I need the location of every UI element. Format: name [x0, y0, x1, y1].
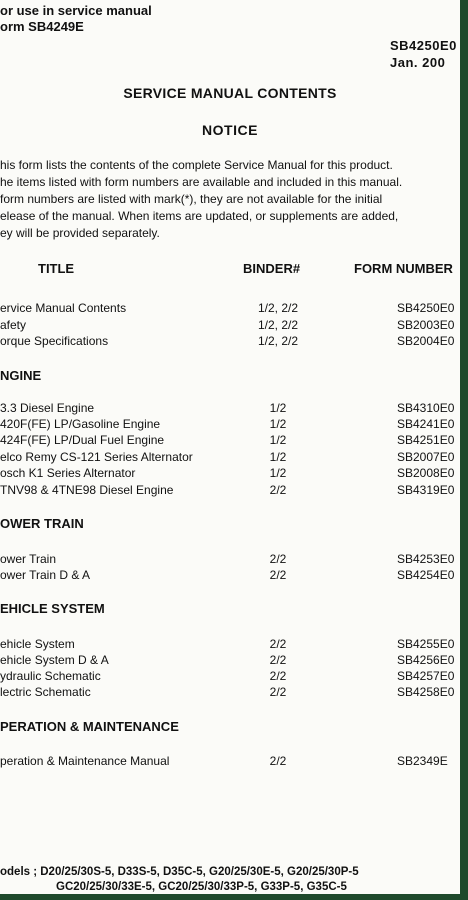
- row-binder: 1/2, 2/2: [257, 334, 299, 348]
- row-form: SB4255E0: [397, 637, 455, 651]
- row-binder: 2/2: [269, 754, 287, 768]
- row-form: SB4319E0: [397, 483, 455, 497]
- row-title: ower Train D & A: [0, 568, 91, 582]
- row-binder: 1/2: [269, 417, 287, 431]
- document-date: Jan. 200: [390, 55, 446, 70]
- background-edge-right: [460, 0, 468, 900]
- row-binder: 1/2: [269, 401, 287, 415]
- row-title: lectric Schematic: [0, 685, 91, 699]
- table-row: [0, 333, 460, 349]
- table-row: [0, 753, 460, 769]
- row-binder: 1/2: [269, 466, 287, 480]
- table-row: [0, 300, 460, 316]
- section-heading-engine: NGINE: [0, 368, 42, 383]
- row-form: SB2004E0: [397, 334, 455, 348]
- table-row: [0, 636, 460, 652]
- table-row: [0, 668, 460, 684]
- row-binder: 2/2: [269, 669, 287, 683]
- page-title: SERVICE MANUAL CONTENTS: [123, 85, 337, 101]
- table-row: [0, 567, 460, 583]
- row-form: SB4251E0: [397, 433, 455, 447]
- row-binder: 1/2: [269, 433, 287, 447]
- notice-line: he items listed with form numbers are available and included in this manual.: [0, 175, 403, 189]
- table-row: [0, 449, 460, 465]
- row-title: afety: [0, 318, 27, 332]
- models-line-1: odels ; D20/25/30S-5, D33S-5, D35C-5, G20/25/30E-5, G20/25/30P-5: [0, 866, 359, 878]
- section-heading-power-train: OWER TRAIN: [0, 516, 84, 531]
- row-title: 420F(FE) LP/Gasoline Engine: [0, 417, 161, 431]
- row-form: SB4310E0: [397, 401, 455, 415]
- row-form: SB4250E0: [397, 301, 455, 315]
- row-title: elco Remy CS-121 Series Alternator: [0, 450, 193, 464]
- row-title: ervice Manual Contents: [0, 301, 127, 315]
- header-note: [0, 3, 152, 35]
- row-form: SB4241E0: [397, 417, 455, 431]
- row-form: SB2003E0: [397, 318, 455, 332]
- notice-line: elease of the manual. When items are updated, or supplements are added,: [0, 209, 399, 223]
- row-title: peration & Maintenance Manual: [0, 754, 170, 768]
- row-title: ydraulic Schematic: [0, 669, 101, 683]
- row-form: SB4253E0: [397, 552, 455, 566]
- row-binder: 2/2: [269, 483, 287, 497]
- row-form: SB4258E0: [397, 685, 455, 699]
- row-form: SB4257E0: [397, 669, 455, 683]
- notice-line: his form lists the contents of the complete Service Manual for this product.: [0, 158, 393, 172]
- row-title: ower Train: [0, 552, 57, 566]
- row-form: SB2007E0: [397, 450, 455, 464]
- header-line-2: orm SB4249E: [0, 19, 84, 34]
- row-binder: 1/2, 2/2: [257, 301, 299, 315]
- notice-text: [0, 157, 460, 242]
- row-title: TNV98 & 4TNE98 Diesel Engine: [0, 483, 174, 497]
- table-row: [0, 465, 460, 481]
- notice-line: form numbers are listed with mark(*), they are not available for the initial: [0, 192, 383, 206]
- row-title: 3.3 Diesel Engine: [0, 401, 95, 415]
- table-row: [0, 432, 460, 448]
- row-binder: 2/2: [269, 568, 287, 582]
- table-row: [0, 684, 460, 700]
- row-title: ehicle System D & A: [0, 653, 109, 667]
- table-row: [0, 416, 460, 432]
- row-title: 424F(FE) LP/Dual Fuel Engine: [0, 433, 165, 447]
- table-row: [0, 482, 460, 498]
- column-header-form: FORM NUMBER: [354, 261, 453, 276]
- column-header-binder: BINDER#: [243, 261, 301, 276]
- table-row: [0, 652, 460, 668]
- table-row: [0, 317, 460, 333]
- section-heading-operation-maintenance: PERATION & MAINTENANCE: [0, 719, 179, 734]
- row-binder: 1/2, 2/2: [257, 318, 299, 332]
- row-form: SB4254E0: [397, 568, 455, 582]
- row-form: SB2008E0: [397, 466, 455, 480]
- row-binder: 2/2: [269, 637, 287, 651]
- row-title: ehicle System: [0, 637, 75, 651]
- row-binder: 1/2: [269, 450, 287, 464]
- column-header-title: TITLE: [38, 261, 75, 276]
- header-code-block: [390, 37, 457, 71]
- row-form: SB4256E0: [397, 653, 455, 667]
- table-row: [0, 551, 460, 567]
- models-list: [0, 865, 359, 894]
- row-title: orque Specifications: [0, 334, 109, 348]
- row-title: osch K1 Series Alternator: [0, 466, 136, 480]
- models-line-2: GC20/25/30/33E-5, GC20/25/30/33P-5, G33P-5, G35C-5: [56, 881, 347, 893]
- background-edge-bottom: [0, 894, 468, 900]
- header-line-1: or use in service manual: [0, 3, 152, 18]
- row-form: SB2349E: [397, 754, 448, 768]
- document-code: SB4250E0: [390, 38, 457, 53]
- row-binder: 2/2: [269, 552, 287, 566]
- notice-line: ey will be provided separately.: [0, 226, 160, 240]
- section-heading-vehicle-system: EHICLE SYSTEM: [0, 601, 105, 616]
- row-binder: 2/2: [269, 685, 287, 699]
- notice-title: NOTICE: [202, 122, 258, 138]
- table-row: [0, 400, 460, 416]
- row-binder: 2/2: [269, 653, 287, 667]
